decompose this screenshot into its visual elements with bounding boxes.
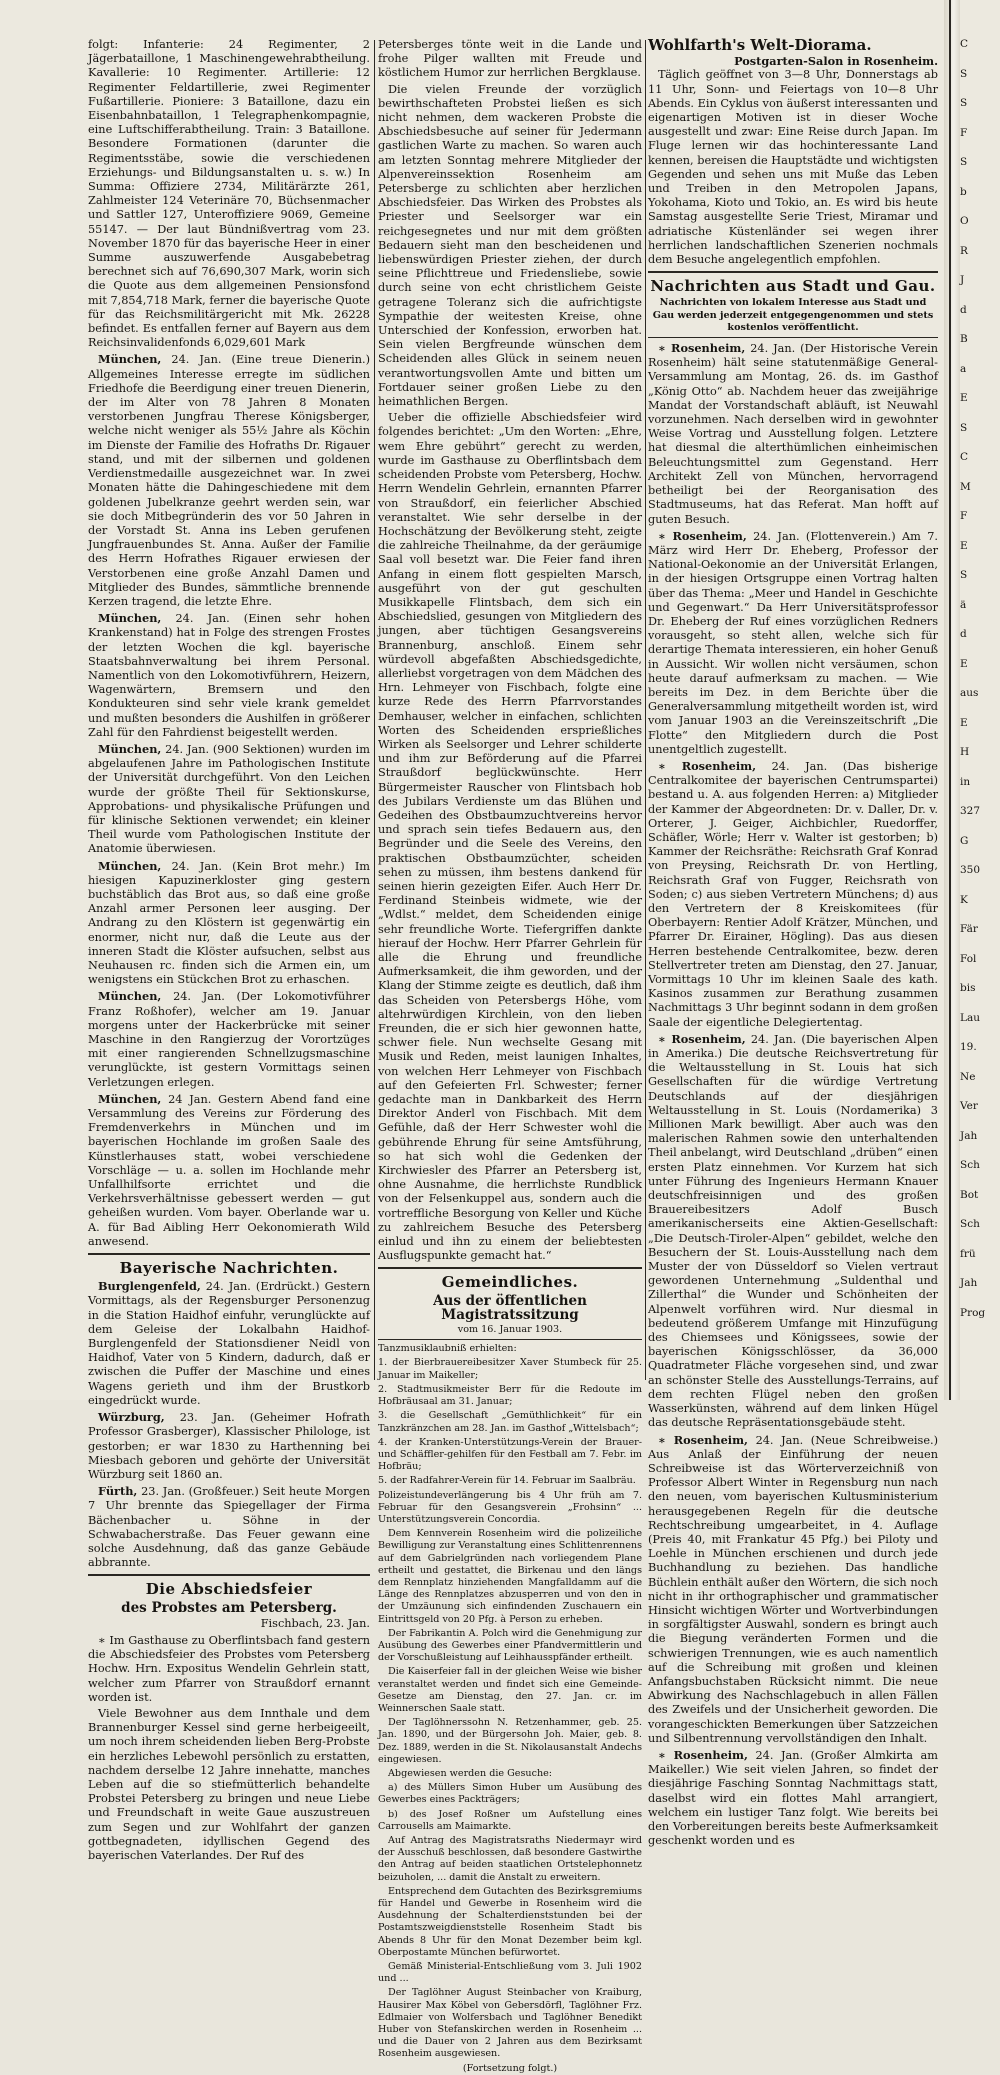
- dateline-fischbach: Fischbach, 23. Jan.: [260, 1616, 370, 1630]
- fragment-line: Fol: [960, 952, 977, 965]
- fragment-line: F: [960, 126, 968, 139]
- fragment-line: S: [960, 97, 968, 109]
- abschied-paragraph-2: Viele Bewohner aus dem Innthale und dem Brannenburger Kessel sind gerne herbeigeeilt, um noch ihrem scheidenden lieben Berg-Probste ein herzliches Lebewohl persönlich zu erstatten, nachdem derselbe 12 Jahre innehatte, manches Leben auf die so stiefmütterlich behandelte Probstei Petersberg zu bringen und neue Liebe und Freundschaft in weite Gaue auszustreuen zum Segen und zur Wohlfahrt der ganzen gottbegnadeten, idyllischen Gegend des bayerischen Vaterlandes. Der Ruf des: [88, 1706, 370, 1862]
- column-rule-1: [374, 40, 375, 1380]
- article-munchen-dienerin: [88, 352, 370, 609]
- fragment-line: Prog: [960, 1306, 986, 1319]
- fragment-line: Ne: [960, 1070, 976, 1083]
- article-text: 24. Jan. (900 Sektionen) wurden im abgelaufenen Jahre im Pathologischen Institute der Universität durchgeführt. Von den Leichen wurde der größte Theil für Sektionskurse, Approbations- und physikalische Prüfungen und für klinische Sektionen verwendet; ein kleiner Theil wurde vom Pathologischen Institute der Anatomie überwiesen.: [88, 742, 370, 856]
- dateline: München,: [98, 611, 162, 626]
- minutes-item: Entsprechend dem Gutachten des Bezirksgremiums für Handel und Gewerbe in Rosenheim wird die Ausdehnung der Schalterdienststunden bei der Postamtszweigdienststelle Rosenheim Stadt bis Abends 8 Uhr für den Monat Dezember beim kgl. Oberpostamte München befürwortet.: [378, 1885, 642, 1958]
- minutes-item: Der Taglöhner August Steinbacher von Kraiburg, Hausirer Max Köbel von Gebersdörfl, Taglöhner Frz. Edlmaier von Wolfersbach und Taglöhner Benedikt Huber von Stefanskirchen werden in Rosenheim ... und die Dauer von 2 Jahren aus dem Bezirksamt Rosenheim ausgewiesen.: [378, 1987, 642, 2060]
- minutes-item: 4. der Kranken-Unterstützungs-Verein der Brauer- und Schäffler-gehilfen für den Festball am 7. Febr. im Hofbräu;: [378, 1436, 642, 1473]
- section-divider: [648, 271, 938, 273]
- fragment-line: B: [960, 333, 968, 345]
- article-munchen-krankenstand: [88, 611, 370, 740]
- minutes-item: Tanzmusiklaubniß erhielten:: [378, 1343, 517, 1355]
- article-text: 24 Jan. Gestern Abend fand eine Versammlung des Vereins zur Förderung des Fremdenverkehrs in München und im bayerischen Hochlande im großen Saale des Künstlerhauses statt, wobei verschiedene Vorschläge — u. a. sollen im Hochlande mehr Unfallhilfsorte errichtet und die Verkehrsverhältnisse gebessert werden — gut geheißen wurden. Vom bayer. Oberlande war u. A. für Bad Aibling Herr Oekonomierath Wild anwesend.: [88, 1092, 370, 1248]
- fragment-line: frü: [960, 1247, 976, 1260]
- article-text: 24. Jan. (Erdrückt.) Gestern Vormittags, als der Regensburger Personenzug in die Station Haidhof einfuhr, verunglückte auf dem Geleise der Lokalbahn Haidhof-Burglengenfeld der Stationsdiener Neidl von Haidhof, Vater von 5 Kindern, dadurch, daß er zwischen die Puffer der Maschine und eines Wagens gerieth und ihm der Brustkorb eingedrückt wurde.: [88, 1280, 370, 1407]
- fragment-line: Jah: [960, 1129, 978, 1142]
- dateline: ∗ Rosenheim,: [658, 341, 746, 356]
- fragment-line: G: [960, 834, 969, 847]
- article-furth: [88, 1484, 370, 1570]
- fragment-line: S: [960, 421, 968, 434]
- article-text: 24. Jan. (Das bisherige Centralkomitee der bayerischen Centrumspartei) bestand u. A. aus folgenden Herren: a) Mitglieder der Kammer der Abgeordneten: Dr. v. Daller, Dr. v. Orterer, J. Geiger, Aichbichler, Ruedorffer, Schäfler, Wörle; Herr v. Walter ist gestorben; b) Kammer der Reichsräthe: Reichsrath Graf Konrad von Preysing, Reichsrath Dr. von Hertling, Reichsrath Graf von Fugger, Reichsrath von Soden; c) aus sieben Vertretern Münchens; d) aus den Vertretern der 8 Kreiskomitees (für Oberbayern: Rentier Adolf Krätzer, München, und Pfarrer Dr. Eirainer, Högling). Das aus diesen Herren bestehende Centralkomitee, bezw. deren Stellvertreter treten am Dienstag, den 27. Januar, Vormittags 10 Uhr im kleinen Saale des kath. Kasinos zusammen zur Berathung zusammen Nachmittags 3 Uhr beginnt sodann in dem großen Saale der eigentliche Delegiertentag.: [648, 759, 938, 1029]
- fragment-line: Jah: [960, 1277, 978, 1289]
- fragment-line: Bot: [960, 1188, 979, 1201]
- diorama-ad-title: Wohlfarth's Welt-Diorama.: [648, 36, 872, 54]
- fragment-line: S: [960, 569, 968, 581]
- minutes-item: Dem Kennverein Rosenheim wird die polizeiliche Bewilligung zur Veranstaltung eines Schlittenrennens auf dem Gabrielgründen nach vorliegendem Plane ertheilt und gestattet, die Birkenau und den längs dem Rennplatz hinziehenden Mangfalldamm auf die Länge des Rennplatzes abzusperren und von den in der Umzäunung sich einfindenden Zuschauern ein Eintrittsgeld von 20 Pfg. à Person zu erheben.: [378, 1528, 642, 1625]
- fragment-line: C: [960, 451, 969, 463]
- column-3: [648, 36, 939, 1848]
- dateline: Burglengenfeld,: [98, 1279, 201, 1294]
- fragment-line: b: [960, 185, 967, 198]
- dateline: München,: [98, 858, 162, 873]
- article-text: 23. Jan. (Geheimer Hofrath Professor Grasberger), Klassischer Philologe, ist gestorben; er war 1830 zu Harthenning bei Miesbach geboren und gehörte der Universität Würzburg seit 1860 an.: [88, 1411, 370, 1481]
- article-text: 23. Jan. (Großfeuer.) Seit heute Morgen 7 Uhr brennte das Spiegellager der Firma Bächenbacher u. Söhne in der Schwabacherstraße. Das Feuer gewann eine solche Ausdehnung, daß das ganze Gebäude abbrannte.: [88, 1485, 370, 1570]
- fragment-line: M: [960, 480, 971, 493]
- fragment-line: S: [960, 156, 968, 168]
- section-heading-abschiedsfeier: Die Abschiedsfeier: [145, 1580, 313, 1599]
- fragment-line: E: [960, 657, 968, 670]
- fragment-line: R: [960, 244, 968, 257]
- minutes-item: Die Kaiserfeier fall in der gleichen Weise wie bisher veranstaltet werden und findet sich eine Gemeinde-Gesetze am Dienstag, den 27. Jan. cr. im Weinnerschen Saale statt.: [378, 1666, 642, 1714]
- minutes-item: 5. der Radfahrer-Verein für 14. Februar im Saalbräu.: [378, 1475, 636, 1487]
- fragment-line: H: [960, 746, 970, 758]
- minutes-item: Der Taglöhnerssohn N. Retzenhammer, geb. 25. Jan. 1890, und der Bürgersohn Joh. Maier, geb. 8. Dez. 1889, werden in die St. Nikolausanstalt Andechs eingewiesen.: [378, 1717, 642, 1765]
- fragment-line: d: [960, 628, 967, 640]
- fragment-line: Lau: [960, 1011, 980, 1024]
- section-note: Nachrichten von lokalem Interesse aus Stadt und Gau werden jederzeit entgegengenommen und stets kostenlos veröffentlicht.: [652, 297, 934, 333]
- dateline: München,: [98, 741, 162, 756]
- section-divider-thin: [648, 337, 938, 338]
- fragment-line: E: [960, 392, 968, 404]
- minutes-item: a) des Müllers Simon Huber um Ausübung des Gewerbes eines Packträgers;: [378, 1782, 642, 1806]
- fragment-line: S: [960, 67, 968, 80]
- section-heading-gemeindliches: Gemeindliches.: [441, 1273, 579, 1292]
- fragment-line: in: [960, 775, 971, 788]
- article-flottenverein: [648, 529, 938, 757]
- abschied-continued-2: Die vielen Freunde der vorzüglich bewirthschafteten Probstei ließen es sich nicht nehmen, dem wackeren Probste die Abschiedsbesuche auf seiner für Jedermann gastlichen Warte zu machen. So waren auch am letzten Sonntag mehrere Mitglieder der Alpenvereinssektion Rosenheim am Petersberge zu schlichten aber herzlichen Abschiedsfeier. Das Wirken des Probstes als Priester und Seelsorger war ein reichgesegnetes und nur mit dem größten Bedauern sieht man den bescheidenen und liebenswürdigen Priester ziehen, der durch seine Pflichttreue und Friedensliebe, sowie durch seine von echt christlichem Geiste getragene Toleranz sich die aufrichtigste Sympathie der weitesten Kreise, ohne Unterschied der Konfession, erworben hat. Sein vielen Bergfreunde wünschen dem Scheidenden alles Glück in seinem neuen verantwortungsvollen Amte und bitten um Fortdauer seiner großen Liebe zu den heimathlichen Bergen.: [378, 82, 642, 409]
- fragment-line: E: [960, 539, 968, 552]
- column-4-fragment: [960, 38, 1000, 1383]
- dateline: ∗ Rosenheim,: [658, 528, 747, 543]
- fragment-line: aus: [960, 687, 979, 699]
- minutes-item: 3. die Gesellschaft „Gemüthlichkeit“ für ein Tanzkränzchen am 28. Jan. im Gasthof „Wittelsbach“;: [378, 1410, 642, 1434]
- magistrat-minutes: [378, 1343, 642, 2075]
- minutes-item: 2. Stadtmusikmeister Berr für die Redoute im Hofbräusaal am 31. Januar;: [378, 1383, 642, 1408]
- continuation-note: (Fortsetzung folgt.): [462, 2062, 558, 2074]
- section-subheading-magistrat: Aus der öffentlichen Magistratssitzung: [433, 1292, 587, 1323]
- diorama-ad-text: Täglich geöffnet von 3—8 Uhr, Donnerstags ab 11 Uhr, Sonn- und Feiertags von 10—8 Uhr Abends. Ein Cyklus von äußerst interessanten und eigenartigen Motiven ist in dieser Woche ausgestellt und zwar: Eine Reise durch Japan. Im Fluge lernen wir das hochinteressante Land kennen, bereisen die Hauptstädte und wichtigsten Gegenden und sehen uns mit Muße das Leben und Treiben in den Metropolen Japans, Yokohama, Kioto und Tokio, an. Es wird bis heute Samstag ausgestellte Serie Triest, Miramar und adriatische Küstenländer sei wegen ihrer herrlichen landschaftlichen Szenerien nochmals dem Besuche angelegentlich empfohlen.: [648, 68, 939, 267]
- page-fold: [944, 0, 960, 1400]
- diorama-ad-subtitle: Postgarten-Salon in Rosenheim.: [734, 54, 938, 69]
- fragment-line: Fär: [960, 923, 978, 935]
- dateline: München,: [98, 352, 162, 367]
- minutes-item: Gemäß Ministerial-Entschließung vom 3. Juli 1902 und ...: [378, 1961, 642, 1985]
- fragment-line: O: [960, 215, 969, 227]
- fragment-line: a: [960, 362, 967, 375]
- section-divider-thin: [378, 1339, 642, 1340]
- article-munchen-lokomotivfuhrer: [88, 989, 370, 1089]
- dateline: Fürth,: [98, 1484, 138, 1499]
- dateline: München,: [98, 1091, 162, 1106]
- fragment-line: Sch: [960, 1159, 980, 1171]
- fragment-line: K: [960, 893, 968, 906]
- fragment-line: d: [960, 303, 967, 316]
- fragment-line: 350: [960, 864, 981, 876]
- dateline: ∗ Rosenheim,: [658, 1747, 748, 1762]
- fragment-line: Ver: [960, 1100, 978, 1112]
- dateline: Würzburg,: [98, 1410, 165, 1425]
- minutes-item: Abgewiesen werden die Gesuche:: [388, 1767, 553, 1779]
- article-text: 24. Jan. (Neue Schreibweise.) Aus Anlaß der Einführung der neuen Schreibweise ist das Wörterverzeichniß von Professor Albert Winter in Regensburg nun nach den neuen, vom bayerischen Kultusministerium herausgegebenen Regeln für die deutsche Rechtschreibung umgearbeitet, in 4. Auflage (Preis 40, mit Frankatur 45 Pfg.) bei Piloty und Loehle in München erschienen und durch jede Buchhandlung zu beziehen. Das handliche Büchlein enthält außer den Wörtern, die sich noch nicht in ihr orthographischer und grammatischer Hinsicht wichtigen Wörter und Wortverbindungen in sorgfältigster Auswahl, sondern es bringt auch die Biegung veränderten Formen und die schwierigen Trennungen, wie es auch namentlich auf die Schreibung mit großen und kleinen Anfangsbuchstaben Rücksicht nimmt. Die neue Abwirkung des Nachschlagebuch in allen Fällen des Zweifels und der Unsicherheit geworden. Die vorangeschickten Bemerkungen über Satzzeichen und Silbentrennung vervollständigen den Inhalt.: [648, 1433, 939, 1745]
- minutes-item: Der Fabrikantin A. Polch wird die Genehmigung zur Ausübung des Gewerbes einer Pfandvermittlerin und der Vorschußleistung auf Leihhausspfänder ertheilt.: [378, 1627, 642, 1664]
- section-divider: [88, 1574, 370, 1576]
- article-text: 24. Jan. (Eine treue Dienerin.) Allgemeines Interesse erregte im südlichen Friedhofe die Beerdigung einer treuen Dienerin, der im Alter von 78 Jahren 8 Monaten verstorbenen Jungfrau Therese Königsberger, welche nicht weniger als 55½ Jahre als Köchin im Dienste der Familie des Hofraths Dr. Rigauer stand, und mit der silbernen und goldenen Verdienstmedaille ausgezeichnet war. In zwei Monaten hätte die Dahingeschiedene mit dem goldenen Jubelkranze geehrt werden sein, war sie doch Mitbegründerin des vor 50 Jahren in der Vorstadt St. Anna ins Leben gerufenen Jungfrauenbundes St. Anna. Außer der Familie des Herrn Hofrathes Rigauer erwiesen der Verstorbenen eine große Anzahl Damen und Mitglieder des Bundes, sämmtliche brennende Kerzen tragend, die letzte Ehre.: [88, 353, 370, 608]
- minutes-item: Auf Antrag des Magistratsraths Niedermayr wird der Ausschuß beschlossen, daß besondere Gastwirthe den Antrag auf beiden staatlichen Ortstelephonnetz beizuholen, ... damit die Anstalt zu erweitern.: [378, 1835, 642, 1883]
- minutes-item: b) des Josef Roßner um Aufstellung eines Carrousells am Maimarkte.: [378, 1808, 642, 1832]
- article-munchen-sektionen: [88, 742, 370, 857]
- fragment-line: C: [960, 38, 969, 50]
- abschied-continued-1: Petersberges tönte weit in die Lande und frohe Pilger wallten mit Freude und köstlichem Humor zur herrlichen Bergklause.: [378, 38, 642, 80]
- article-munchen-fremdenverkehr: [88, 1092, 370, 1249]
- dateline: München,: [98, 989, 162, 1004]
- article-wurzburg: [88, 1410, 370, 1482]
- abschied-paragraph-1: ∗ Im Gasthause zu Oberflintsbach fand gestern die Abschiedsfeier des Probstes vom Petersberg Hochw. Hrn. Expositus Wendelin Gehrlein statt, welcher zum Pfarrer von Straußdorf ernannt worden ist.: [88, 1633, 370, 1704]
- article-alpen-amerika: [648, 1032, 938, 1431]
- article-text: 24. Jan. (Die bayerischen Alpen in Amerika.) Die deutsche Reichsvertretung für die Weltausstellung in St. Louis hat sich Gesellschaften für die würdige Vertretung Deutschlands auf der diesjährigen Weltausstellung in St. Louis (Nordamerika) 3 Millionen Mark bewilligt. Aber auch was den malerischen Rahmen sowie den unterhaltenden Theil anbelangt, wird Deutschland „drüben“ einen ersten Platz einnehmen. Vor Kurzem hat sich unter Führung des Ingenieurs Hermann Knauer deutschfreisinnigen und des großen Brauereibesitzers Adolf Busch amerikanischerseits eine Aktien-Gesellschaft: „Die Deutsch-Tiroler-Alpen“ gebildet, welche den Besuchern der St. Louis-Ausstellung nach dem Muster der von Düsseldorf so Vielen vertraut gewordenen Unternehmung „Suldenthal und Zillerthal“ die Wunder und Schönheiten der Alpenwelt vorführen wird. Nur diesmal in bedeutend größerem Umfange mit Hinzufügung des Chiemsees und Königssees, sowie der bayerischen Königsschlösser, da 36,000 Quadratmeter Fläche vorgesehen sind, und zwar an schönster Stelle des Ausstellungs-Terrains, auf dem rechten Flügel neben den großen Wasserkünsten, während auf dem linken Hügel das deutsche Repräsentationsgebäude steht.: [648, 1032, 938, 1430]
- column-rule-2: [645, 40, 646, 1380]
- section-divider: [378, 1267, 642, 1269]
- fragment-line: E: [960, 716, 968, 729]
- page-edge-rule: [949, 0, 951, 1400]
- dateline: ∗ Rosenheim,: [658, 1432, 748, 1447]
- column-2: [378, 38, 642, 2074]
- fragment-line: 327: [960, 805, 981, 817]
- magistrat-date: vom 16. Januar 1903.: [457, 1324, 563, 1336]
- article-munchen-brot: [88, 859, 370, 988]
- article-schreibweise: [648, 1433, 938, 1746]
- army-strength-paragraph: folgt: Infanterie: 24 Regimenter, 2 Jägerbataillone, 1 Maschinengewehrabtheilung. Kavallerie: 10 Regimenter. Artillerie: 12 Regimenter Feldartillerie, zwei Regimenter Fußartillerie. Pioniere: 3 Bataillone, dazu ein Eisenbahnbataillon, 1 Telegraphenkompagnie, eine Luftschifferabtheilung. Train: 3 Bataillone. Besondere Formationen (darunter die Regimentsstäbe, sowie die verschiedenen Erziehungs- und Bildungsanstalten u. s. w.) In Summa: Offiziere 2734, Militärärzte 261, Zahlmeister 124 Veterinäre 70, Büchsenmacher und Sattler 127, Unteroffiziere 9069, Gemeine 55147. — Der laut Bündnißvertrag vom 23. November 1870 für das bayerische Heer in einer Summe auszuwerfende Ausgabebetrag berechnet sich auf 76,690,307 Mark, worin sich die Quote aus dem allgemeinen Pensionsfond mit 7,854,718 Mark, ferner die bayerische Quote für das Reichsmilitärgericht mit Mk. 26228 befindet. Es entfallen ferner auf Bayern aus dem Reichsinvalidenfonds 6,029,601 Mark: [88, 38, 370, 350]
- article-text: 24. Jan. (Einen sehr hohen Krankenstand) hat in Folge des strengen Frostes der letzten Wochen die kgl. bayerische Staatsbahnverwaltung bei ihrem Personal. Namentlich von den Lokomotivführern, Heizern, Wagenwärtern, Bremsern und den Kondukteuren sind sehr viele krank gemeldet und mußten besonders die Aushilfen in größerer Zahl für den Fahrdienst beigestellt werden.: [88, 612, 371, 739]
- section-heading-stadt-und-gau: Nachrichten aus Stadt und Gau.: [650, 277, 936, 296]
- section-heading-bayerische-nachrichten: Bayerische Nachrichten.: [119, 1259, 339, 1278]
- article-historischer-verein: [648, 341, 938, 527]
- abschied-continued-3: Ueber die offizielle Abschiedsfeier wird folgendes berichtet: „Um den Worten: „Ehre, wem Ehre gebührt“ gerecht zu werden, wurde im Gasthause zu Oberflintsbach dem scheidenden Probste vom Petersberg, Hochw. Herrn Wendelin Gehrlein, ernannten Pfarrer von Straußdorf, ein feierlicher Abschied veranstaltet. Wie sehr derselbe in der Hochschätzung der Bevölkerung steht, zeigte die zahlreiche Theilnahme, da der geräumige Saal voll besetzt war. Die Feier fand ihren Anfang in einem flott gespielten Marsch, ausgeführt von der gut geschulten Musikkapelle Flintsbach, dem sich ein Abschiedslied, gesungen von Mitgliedern des jungen, aber tüchtigen Gesangsvereins Brannenburg, anschloß. Einem sehr würdevoll abgefaßten Abschiedsgedichte, allerliebst vorgetragen von dem Mädchen des Hrn. Lehmeyer von Fischbach, folgte eine kurze Rede des Herrn Pfarrvorstandes Demhauser, welcher in einfachen, schlichten Worten des Scheidenden ersprießliches Wirken als Seelsorger und Lehrer schilderte und ihm zur Beförderung auf die Pfarrei Straußdorf beglückwünschte. Herr Bürgermeister Rauscher von Flintsbach hob des Jubilars Verdienste um das Blühen und Gedeihen des Obstbaumzuchtvereins hervor und sprach sein tiefes Bedauern aus, den Begründer und die Seele des Vereins, den praktischen Obstbaumzüchter, scheiden sehen zu müssen, ihm bestens dankend für seinen hierin gezeigten Eifer. Auch Herr Dr. Ferdinand Steinbeis widmete, wie der „Wdlst.“ meldet, dem Scheidenden einige sehr freundliche Worte. Tiefergriffen dankte hierauf der Hochw. Herr Pfarrer Gehrlein für alle die Ehrung und freundliche Aufmerksamkeit, die ihm geworden, und der Klang der Stimme zeigte es deutlich, daß ihm das Scheiden von Petersbergs Höhe, vom altehrwürdigen Kirchlein, von den lieben Freunden, die er sich hier gewonnen hatte, schwer fiele. Nun wechselte Gesang mit Musik und Reden, meist launigen Inhaltes, von welchen Herr Lehmeyer von Fischbach auf den Gefeierten Frl. Schwester; ferner gedachte man in Dankbarkeit des Herrn Direktor Anderl von Fischbach. Mit dem Gefühle, daß der Herr Schwester wohl die gebührende Ehrung für seine Amtsführung, so hat sich wohl die Gedenken der Kirchwiesler des Pfarrer an Petersberg ist, ohne Ausnahme, die herrlichste Rundblick von der Felsenkuppel aus, sondern auch die vortreffliche Besorgung von Keller und Küche zu zahlreichem Besuche des Petersberg einlud und ihn zu einem der beliebtesten Ausflugspunkte gemacht hat.“: [378, 411, 642, 1263]
- fragment-line: 19.: [960, 1041, 977, 1053]
- fragment-line: bis: [960, 982, 976, 994]
- minutes-item: Polizeistundeverlängerung bis 4 Uhr früh am 7. Februar für den Gesangsverein „Frohsinn“ ... Unterstützungsverein Concordia.: [378, 1489, 642, 1525]
- section-divider: [88, 1253, 370, 1255]
- fragment-line: Sch: [960, 1218, 980, 1230]
- fragment-line: F: [960, 510, 968, 522]
- fragment-line: ä: [960, 598, 967, 611]
- dateline: ∗ Rosenheim,: [658, 758, 756, 773]
- article-burglengenfeld: [88, 1279, 370, 1408]
- article-text: 24. Jan. (Flottenverein.) Am 7. März wird Herr Dr. Eheberg, Professor der National-Oekonomie an der Universität Erlangen, in der hiesigen Ortsgruppe einen Vortrag halten über das Thema: „Meer und Handel in Geschichte und Gegenwart.“ Da Herr Universitätsprofessor Dr. Eheberg der Ruf eines vorzüglichen Redners vorausgeht, so steht allen, welche sich für derartige Themata interessieren, ein hoher Genuß in Aussicht. Wir wollen nicht versäumen, schon heute darauf aufmerksam zu machen. — Wie bereits im Dez. in dem Berichte über die Generalversammlung mitgetheilt worden ist, wird vom Januar 1903 an die Vereinszeitschrift „Die Flotte“ den Mitgliedern durch die Post unentgeltlich zugestellt.: [648, 529, 938, 756]
- fragment-line: J: [960, 274, 965, 286]
- article-text: 24. Jan. (Großer Almkirta am Maikeller.) Wie seit vielen Jahren, so findet der diesjährige Fasching Sonntag Nachmittags statt, daselbst wird ein flottes Mahl arrangiert, welchem ein lustiger Tanz folgt. Wie bereits bei den Vorbereitungen bereits beste Aufmerksamkeit geschenkt worden und es: [648, 1748, 938, 1848]
- article-text: 24. Jan. (Der Lokomotivführer Franz Roßhofer), welcher am 19. Januar morgens unter der Hackerbrücke mit seiner Maschine in den Rangierzug der Vorortzüges mit einer rangierenden Schnellzugsmaschine verunglückte, ist gestern Vormittags seinen Verletzungen erlegen.: [88, 990, 371, 1089]
- section-subheading-probst: des Probstes am Petersberg.: [121, 1599, 337, 1616]
- dateline: ∗ Rosenheim,: [658, 1031, 746, 1046]
- article-text: 24. Jan. (Kein Brot mehr.) Im hiesigen Kapuzinerkloster ging gestern buchstäblich das Brot aus, so daß eine große Anzahl armer Personen leer ausging. Der Andrang zu den Klöstern ist gegenwärtig ein enormer, nicht nur, daß die Leute aus der inneren Stadt die Klöster aufsuchen, selbst aus Neuhausen rc. finden sich die Armen ein, um wenigstens ein Stückchen Brot zu erhaschen.: [88, 859, 371, 987]
- article-text: 24. Jan. (Der Historische Verein Rosenheim) hält seine statutenmäßige General-Versammlung am Montag, 26. ds. im Gasthof „König Otto“ ab. Nachdem heuer das zweijährige Mandat der Vorstandschaft abläuft, ist Neuwahl vorzunehmen. Nach derselben wird in gewohnter Weise Vortrag und Ausstellung folgen. Letztere hat diesmal die alterthümlichen einheimischen Beleuchtungsmittel zum Gegenstand. Herr Architekt Zell von München, hervorragend betheiligt bei der Reorganisation des Stadtmuseums, hat das Referat. Man hofft auf guten Besuch.: [648, 342, 938, 526]
- column-1: [88, 38, 371, 1862]
- article-centralkomitee: [648, 759, 938, 1030]
- article-almkirta: [648, 1748, 938, 1848]
- minutes-item: 1. der Bierbrauereibesitzer Xaver Stumbeck für 25. Januar im Maikeller;: [378, 1357, 642, 1381]
